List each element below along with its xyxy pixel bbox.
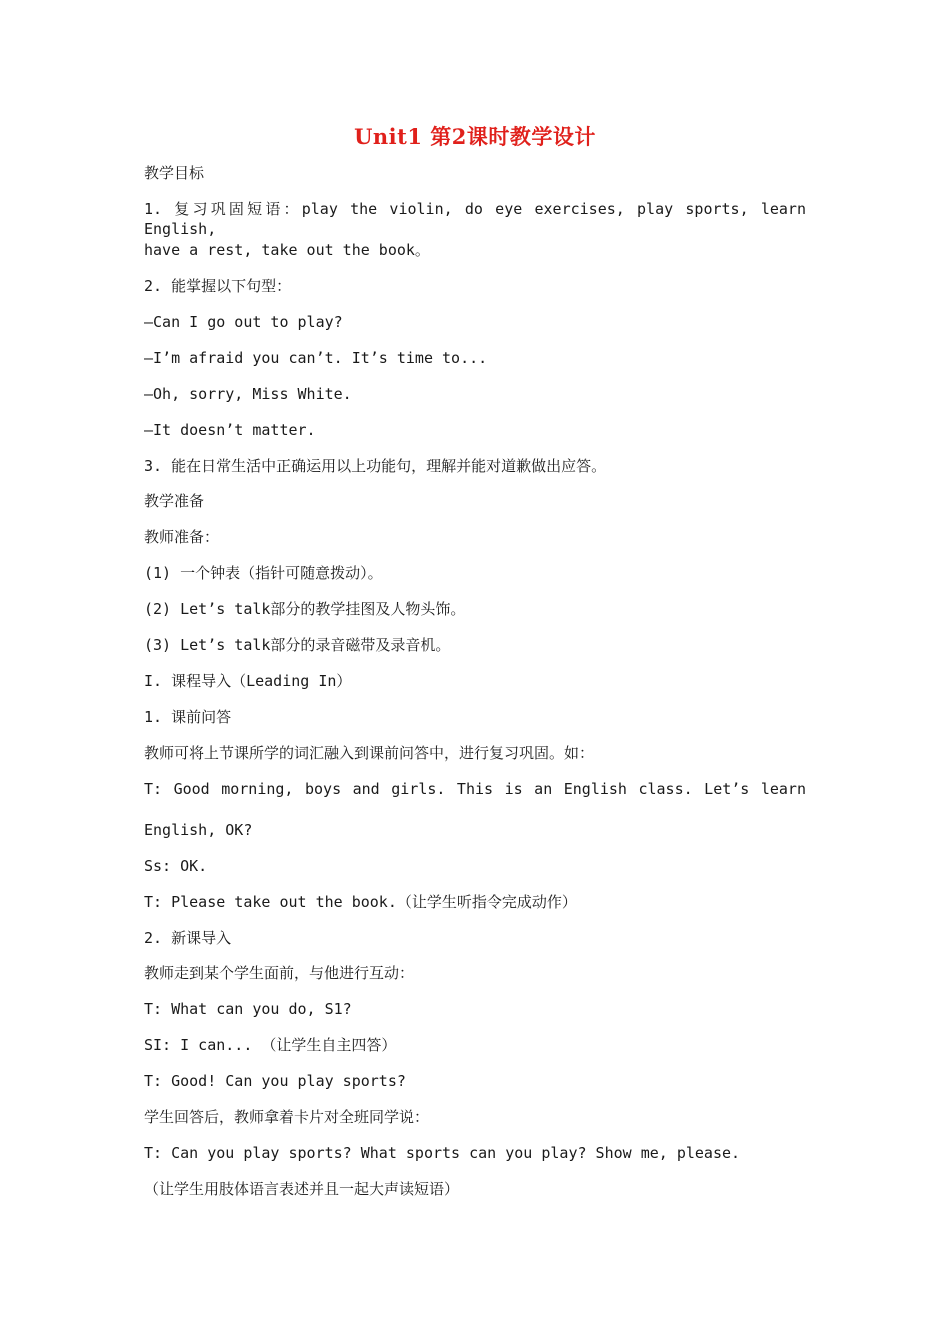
paragraph-line: 1. 复习巩固短语：play the violin, do eye exercises, play sports, learn English, (144, 200, 806, 238)
dialogue-line: English, OK? (144, 821, 253, 839)
paragraph-line: 教师可将上节课所学的词汇融入到课前问答中，进行复习巩固。如： (144, 744, 595, 762)
paragraph-line: 教师走到某个学生面前，与他进行互动： (144, 964, 415, 982)
section-heading-objectives: 教学目标 (144, 164, 205, 182)
list-item: (2) Let’s talk部分的教学挂图及人物头饰。 (144, 600, 466, 618)
paragraph-line: 学生回答后，教师拿着卡片对全班同学说： (144, 1108, 430, 1126)
section-heading-preparation: 教学准备 (144, 492, 205, 510)
paragraph-line: 2. 能掌握以下句型： (144, 277, 292, 295)
dialogue-line: —Oh, sorry, Miss White. (144, 385, 352, 403)
document-title: Unit1 第2课时教学设计 (354, 124, 596, 149)
paragraph-line: （让学生用肢体语言表述并且一起大声读短语） (144, 1180, 460, 1198)
subsection-heading: 2. 新课导入 (144, 929, 232, 947)
subsection-heading: 1. 课前问答 (144, 708, 232, 726)
dialogue-line: —I’m afraid you can’t. It’s time to... (144, 349, 488, 367)
dialogue-line: —Can I go out to play? (144, 313, 343, 331)
section-heading-leading-in: I. 课程导入（Leading In） (144, 672, 352, 690)
dialogue-line: SI: I can... （让学生自主四答） (144, 1036, 397, 1054)
dialogue-line: T: Can you play sports? What sports can you play? Show me, please. (144, 1144, 741, 1162)
dialogue-line: T: What can you do, S1? (144, 1000, 352, 1018)
dialogue-line: Ss: OK. (144, 857, 208, 875)
dialogue-line: T: Please take out the book.（让学生听指令完成动作） (144, 893, 577, 911)
list-item: (1) 一个钟表（指针可随意拨动）。 (144, 564, 383, 582)
dialogue-line: T: Good! Can you play sports? (144, 1072, 406, 1090)
paragraph-line: 教师准备： (144, 528, 220, 546)
dialogue-line: T: Good morning, boys and girls. This is an English class. Let’s learn (144, 780, 806, 798)
paragraph-line: have a rest, take out the book。 (144, 241, 430, 259)
list-item: (3) Let’s talk部分的录音磁带及录音机。 (144, 636, 451, 654)
dialogue-line: —It doesn’t matter. (144, 421, 316, 439)
paragraph-line: 3. 能在日常生活中正确运用以上功能句，理解并能对道歉做出应答。 (144, 457, 607, 475)
